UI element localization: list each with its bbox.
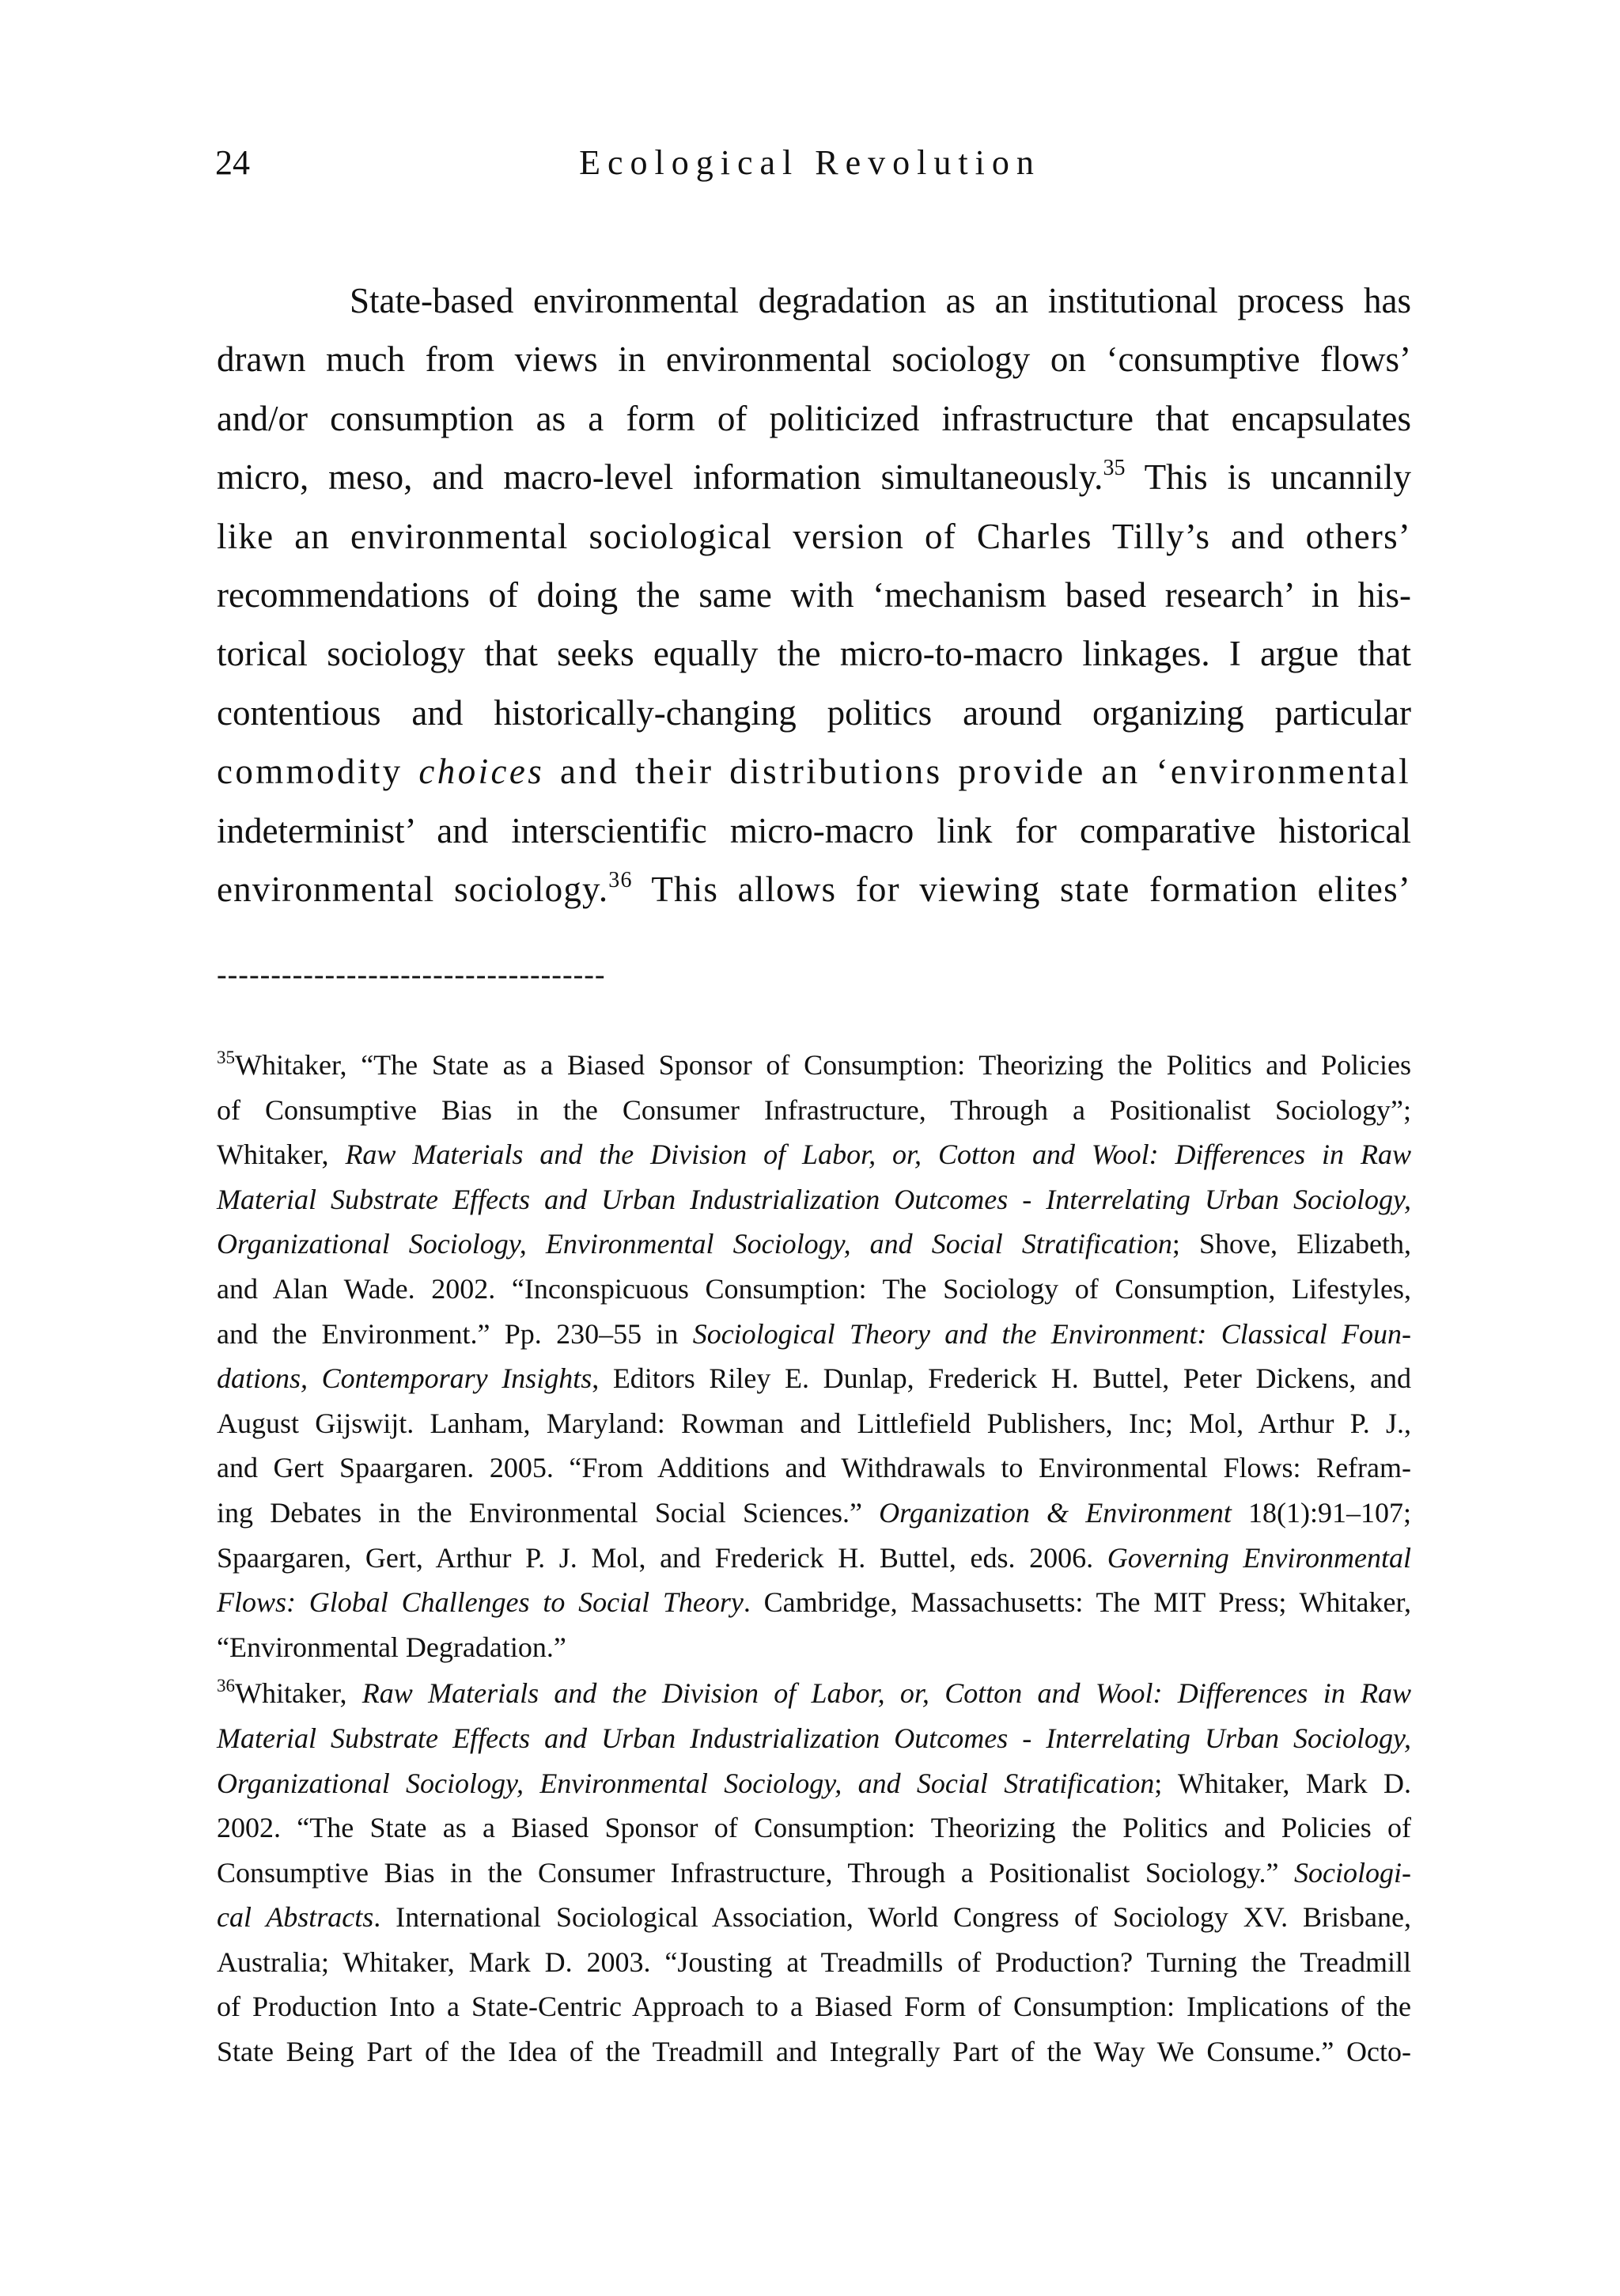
footnote-line: 2002. “The State as a Biased Sponsor of Consumption: Theorizing the Politics and Policies of xyxy=(217,1812,1411,1844)
footnote-line: of Consumptive Bias in the Consumer Infrastructure, Through a Positionalist Sociology”; xyxy=(217,1093,1411,1126)
footnote-title: Raw Materials and the Division of Labor, or, Cotton and Wool: Differences in Raw xyxy=(361,1677,1411,1710)
body-line: contentious and historically-changing politics around organizing particular xyxy=(217,692,1411,733)
footnote-text: Consumptive Bias in the Consumer Infrastructure, Through a Positionalist Sociology.” xyxy=(217,1856,1295,1889)
footnote-line: “Environmental Degradation.” xyxy=(217,1631,566,1663)
footnote-line xyxy=(217,1043,1411,1088)
footnote-text: Whitaker, “The State as a Biased Sponsor of Consumption: Theorizing the Politics and Policies xyxy=(235,1049,1411,1081)
footnote-line xyxy=(217,1312,1411,1357)
page-number: 24 xyxy=(215,143,250,182)
footnote-marker: 36 xyxy=(217,1676,235,1696)
body-line xyxy=(217,860,1411,919)
body-line: indeterminist’ and interscientific micro-macro link for comparative historical xyxy=(217,810,1411,851)
footnote-line xyxy=(217,1536,1411,1581)
body-line xyxy=(217,448,1411,506)
footnote-title: dations, Contemporary Insights xyxy=(217,1362,592,1395)
body-text-run: and their distributions provide an ‘environmental xyxy=(544,752,1412,792)
footnote-marker: 35 xyxy=(217,1048,235,1067)
body-text-run: commodity xyxy=(217,752,419,792)
footnote-line xyxy=(217,1761,1411,1806)
footnote-text: . International Sociological Association, World Congress of Sociology XV. Brisbane, xyxy=(373,1901,1411,1934)
footnote-line: and Gert Spaargaren. 2005. “From Additions and Withdrawals to Environmental Flows: Refram- xyxy=(217,1452,1411,1484)
footnote-line xyxy=(217,1222,1411,1267)
body-line: like an environmental sociological version of Charles Tilly’s and others’ xyxy=(217,516,1411,556)
footnote-36 xyxy=(217,1671,1411,2074)
footnote-title: Flows: Global Challenges to Social Theory xyxy=(217,1586,744,1619)
footnote-line: of Production Into a State-Centric Approach to a Biased Form of Consumption: Implications of the xyxy=(217,1991,1411,2023)
footnote-title: Sociologi- xyxy=(1294,1856,1411,1889)
footnote-ref-35: 35 xyxy=(1103,456,1126,481)
footnote-separator: ------------------------------------ xyxy=(217,958,606,991)
footnote-line xyxy=(217,1580,1411,1625)
footnote-line xyxy=(217,1851,1411,1896)
footnote-title: Organizational Sociology, Environmental Sociology, and Social Stratification xyxy=(217,1767,1155,1799)
body-line: torical sociology that seeks equally the micro-to-macro linkages. I argue that xyxy=(217,634,1411,674)
footnote-text: ing Debates in the Environmental Social Sciences.” xyxy=(217,1496,880,1529)
footnote-line xyxy=(217,1177,1411,1222)
footnote-line xyxy=(217,1491,1411,1536)
footnote-title: Material Substrate Effects and Urban Industrialization Outcomes - Interrelating Urban Sociology, xyxy=(217,1722,1411,1754)
emphasis-choices: choices xyxy=(418,752,545,792)
body-line: and/or consumption as a form of politicized infrastructure that encapsulates xyxy=(217,398,1411,438)
footnote-line xyxy=(217,1716,1411,1761)
footnote-title: Organization & Environment xyxy=(879,1496,1232,1529)
body-line: recommendations of doing the same with ‘mechanism based research’ in his- xyxy=(217,575,1411,616)
running-title: Ecological Revolution xyxy=(579,143,1041,182)
footnote-ref-36: 36 xyxy=(608,868,633,893)
footnote-line xyxy=(217,1356,1411,1401)
footnote-line: August Gijswijt. Lanham, Maryland: Rowman and Littlefield Publishers, Inc; Mol, Arthur P. J., xyxy=(217,1407,1411,1439)
footnote-line: Australia; Whitaker, Mark D. 2003. “Jousting at Treadmills of Production? Turning the Treadmill xyxy=(217,1946,1411,1978)
footnote-text: Spaargaren, Gert, Arthur P. J. Mol, and Frederick H. Buttel, eds. 2006. xyxy=(217,1541,1107,1574)
body-text-run: This is uncannily xyxy=(1125,457,1412,498)
footnote-title: Raw Materials and the Division of Labor, or, Cotton and Wool: Differences in Raw xyxy=(345,1139,1411,1171)
body-text-run: micro, meso, and macro-level information simultaneously. xyxy=(217,457,1103,498)
footnote-text: and the Environment.” Pp. 230–55 in xyxy=(217,1317,693,1350)
footnote-text: ; Shove, Elizabeth, xyxy=(1171,1228,1411,1260)
footnote-text: Whitaker, xyxy=(217,1139,346,1171)
footnote-35 xyxy=(217,1043,1411,1669)
body-text-run: This allows for viewing state formation elites’ xyxy=(632,870,1411,910)
footnote-text: Whitaker, xyxy=(235,1677,362,1710)
footnote-line: State Being Part of the Idea of the Treadmill and Integrally Part of the Way We Consume.” Octo- xyxy=(217,2036,1411,2068)
body-line: State-based environmental degradation as an institutional process has xyxy=(350,281,1411,320)
footnote-title: Material Substrate Effects and Urban Industrialization Outcomes - Interrelating Urban Sociology, xyxy=(217,1183,1411,1215)
footnote-line xyxy=(217,1132,1411,1177)
footnote-line: and Alan Wade. 2002. “Inconspicuous Consumption: The Sociology of Consumption, Lifestyles, xyxy=(217,1272,1411,1305)
body-text-run: environmental sociology. xyxy=(217,870,609,910)
footnote-text: ; Whitaker, Mark D. xyxy=(1154,1767,1412,1799)
body-line: drawn much from views in environmental sociology on ‘consumptive flows’ xyxy=(217,339,1411,380)
footnote-text: 18(1):91–107; xyxy=(1231,1496,1412,1529)
body-line xyxy=(217,742,1411,801)
footnote-line xyxy=(217,1671,1411,1716)
footnote-line xyxy=(217,1895,1411,1940)
body-paragraph xyxy=(217,271,1411,919)
footnote-text: , Editors Riley E. Dunlap, Frederick H. Buttel, Peter Dickens, and xyxy=(592,1362,1411,1395)
footnote-title: Sociological Theory and the Environment: Classical Foun- xyxy=(692,1317,1411,1350)
footnote-text: . Cambridge, Massachusetts: The MIT Press; Whitaker, xyxy=(743,1586,1411,1619)
footnote-title: Governing Environmental xyxy=(1107,1541,1412,1574)
footnotes xyxy=(217,1043,1411,2076)
footnote-title: Organizational Sociology, Environmental Sociology, and Social Stratification xyxy=(217,1228,1172,1260)
footnote-title: cal Abstracts xyxy=(217,1901,374,1934)
